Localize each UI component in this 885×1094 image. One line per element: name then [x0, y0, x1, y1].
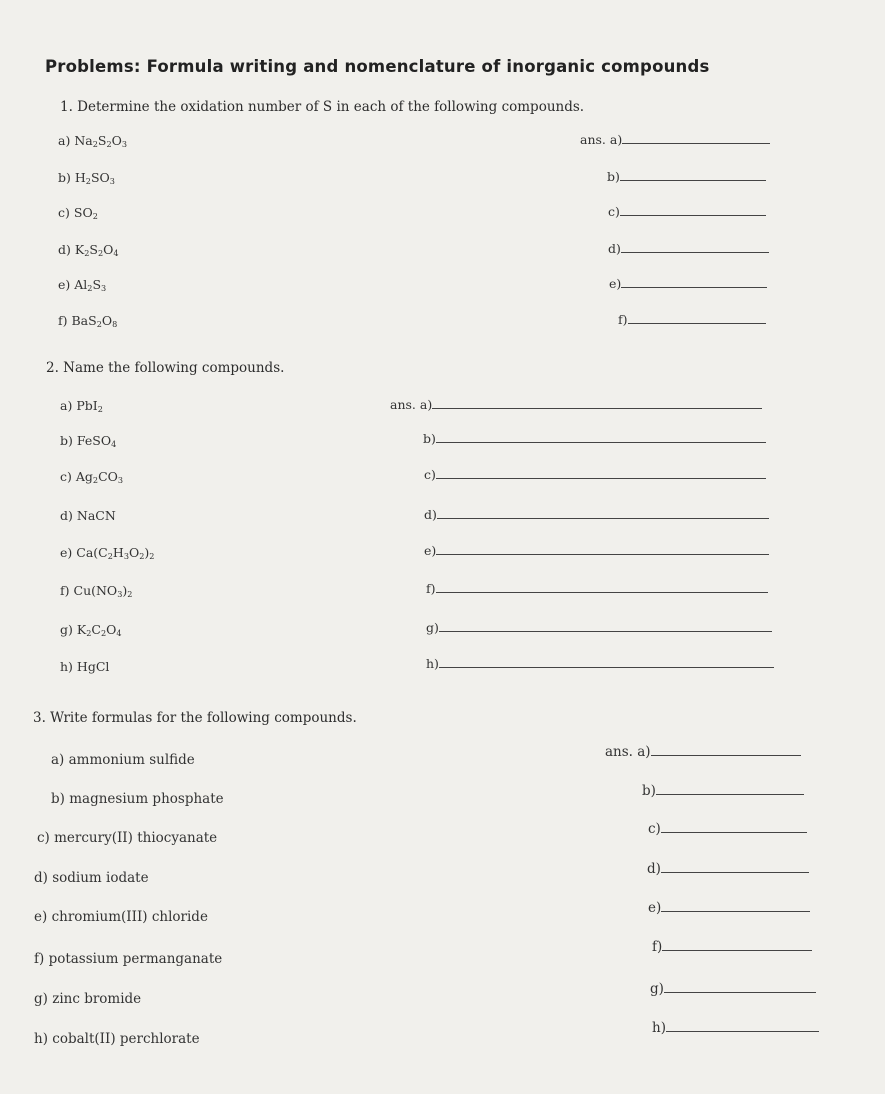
q3-item-d	[34, 870, 149, 886]
q3-answer-g	[650, 980, 816, 997]
answer-blank[interactable]	[662, 938, 812, 951]
answer-blank[interactable]	[621, 240, 769, 253]
answer-label: d)	[608, 241, 621, 256]
q2-item-h	[60, 659, 109, 674]
q3-compound-name: cobalt(II) perchlorate	[52, 1031, 200, 1047]
answer-blank[interactable]	[628, 311, 766, 324]
answer-label: h)	[426, 656, 439, 671]
q1-formula: $H_2SO_3$	[74, 170, 115, 187]
answer-label: e)	[424, 543, 437, 558]
answer-blank[interactable]	[436, 542, 769, 555]
question-1-prompt: 1. Determine the oxidation number of S in each of the following compounds.	[60, 99, 585, 115]
q3-compound-name: magnesium phosphate	[69, 791, 224, 807]
answer-blank[interactable]	[620, 168, 766, 181]
q2-formula: FeSO$_4$	[76, 433, 117, 450]
answer-blank[interactable]	[436, 466, 766, 479]
q3-answer-c	[648, 820, 807, 837]
answer-label: d)	[424, 507, 437, 522]
q1-answer-c	[608, 203, 766, 219]
q1-item-e	[58, 277, 106, 292]
question-3-prompt: 3. Write formulas for the following compounds.	[33, 710, 357, 726]
q1-formula: $SO_2$	[73, 205, 98, 222]
q1-item-label: e)	[58, 277, 71, 292]
q3-item-label: b)	[51, 791, 65, 807]
answer-blank[interactable]	[666, 1019, 819, 1032]
q3-answer-h	[652, 1019, 819, 1036]
q1-formula: $K_2S_2O_4$	[74, 242, 119, 259]
answer-blank[interactable]	[439, 619, 772, 632]
answer-blank[interactable]	[439, 655, 774, 668]
q2-formula: $Ag_2CO_3$	[75, 469, 124, 486]
q3-item-c	[37, 830, 217, 846]
question-2-prompt: 2. Name the following compounds.	[46, 360, 285, 376]
q1-item-label: d)	[58, 242, 71, 257]
answer-blank[interactable]	[656, 782, 804, 795]
answer-label: b)	[423, 431, 436, 446]
q2-item-d	[60, 508, 116, 523]
answer-blank[interactable]	[436, 430, 766, 443]
page-title: Problems: Formula writing and nomenclature of inorganic compounds	[45, 57, 710, 76]
answer-blank[interactable]	[664, 980, 816, 993]
q2-item-label: a)	[60, 398, 73, 413]
q3-answer-f	[652, 938, 812, 955]
q2-answer-e	[424, 542, 769, 558]
q2-item-label: b)	[60, 433, 73, 448]
q3-compound-name: zinc bromide	[52, 991, 142, 1007]
q3-item-f	[34, 951, 222, 967]
q3-compound-name: potassium permanganate	[48, 951, 223, 967]
q2-item-label: f)	[60, 583, 70, 598]
q3-item-h	[34, 1031, 200, 1047]
q2-item-f	[60, 583, 132, 598]
answer-label: f)	[652, 939, 663, 955]
q3-item-label: h)	[34, 1031, 48, 1047]
answer-blank[interactable]	[622, 131, 770, 144]
q3-item-label: e)	[34, 909, 48, 925]
answer-blank[interactable]	[621, 275, 767, 288]
q1-answer-e	[609, 275, 767, 291]
q1-item-f	[58, 313, 117, 328]
q3-item-e	[34, 909, 208, 925]
answer-label: f)	[618, 312, 628, 327]
q1-formula: $Na_2S_2O_3$	[74, 133, 128, 150]
q3-item-label: a)	[51, 752, 65, 768]
q1-item-label: f)	[58, 313, 68, 328]
answer-blank[interactable]	[661, 899, 810, 912]
q1-answer-a	[580, 131, 770, 147]
answer-blank[interactable]	[436, 580, 768, 593]
q2-answer-c	[424, 466, 766, 482]
q3-item-g	[34, 991, 141, 1007]
q2-item-label: g)	[60, 622, 73, 637]
answer-label: ans. a)	[580, 132, 623, 147]
q2-formula: NaCN	[76, 508, 116, 523]
q3-compound-name: sodium iodate	[52, 870, 149, 886]
answer-label: g)	[426, 620, 439, 635]
q3-item-label: f)	[34, 951, 45, 967]
answer-blank[interactable]	[620, 203, 766, 216]
q1-item-d	[58, 242, 119, 257]
answer-label: e)	[648, 900, 662, 916]
answer-label: b)	[642, 783, 656, 799]
q3-item-label: c)	[37, 830, 50, 846]
q2-item-label: c)	[60, 469, 72, 484]
answer-label: e)	[609, 276, 622, 291]
q2-item-b	[60, 433, 116, 448]
answer-blank[interactable]	[661, 820, 807, 833]
q3-answer-d	[647, 860, 809, 877]
q2-item-label: h)	[60, 659, 73, 674]
q3-answer-a	[605, 743, 801, 760]
q3-answer-b	[642, 782, 804, 799]
q1-item-label: a)	[58, 133, 71, 148]
answer-blank[interactable]	[651, 743, 801, 756]
answer-label: b)	[607, 169, 620, 184]
q3-item-a	[51, 752, 195, 768]
q1-answer-d	[608, 240, 769, 256]
q2-formula: $K_2C_2O_4$	[76, 622, 122, 639]
q2-answer-f	[426, 580, 768, 596]
answer-label: ans. a)	[390, 397, 433, 412]
q2-formula: HgCl	[76, 659, 110, 674]
q3-compound-name: mercury(II) thiocyanate	[54, 830, 218, 846]
q2-item-c	[60, 469, 123, 484]
q2-answer-d	[424, 506, 769, 522]
q3-item-label: g)	[34, 991, 48, 1007]
answer-label: f)	[426, 581, 436, 596]
q2-formula: $Ca(C_2H_3O_2)_2$	[76, 545, 155, 562]
q2-answer-a	[390, 396, 762, 412]
q3-item-label: d)	[34, 870, 48, 886]
answer-blank[interactable]	[661, 860, 809, 873]
answer-label: d)	[647, 861, 661, 877]
q3-compound-name: chromium(III) chloride	[51, 909, 208, 925]
q1-item-c	[58, 205, 98, 220]
answer-label: c)	[648, 821, 661, 837]
q2-formula: $Cu(NO_3)_2$	[73, 583, 133, 600]
q2-item-e	[60, 545, 154, 560]
q2-answer-h	[426, 655, 774, 671]
q2-item-label: d)	[60, 508, 73, 523]
answer-label: h)	[652, 1020, 666, 1036]
q1-answer-f	[618, 311, 766, 327]
answer-label: g)	[650, 981, 664, 997]
answer-label: ans. a)	[605, 744, 651, 760]
q3-compound-name: ammonium sulfide	[68, 752, 195, 768]
q2-item-label: e)	[60, 545, 73, 560]
q1-item-label: c)	[58, 205, 70, 220]
q2-answer-b	[423, 430, 766, 446]
q1-item-a	[58, 133, 127, 148]
answer-label: c)	[424, 467, 436, 482]
q1-item-label: b)	[58, 170, 71, 185]
q1-formula: $Al_2S_3$	[74, 277, 107, 294]
q2-item-g	[60, 622, 122, 637]
q3-answer-e	[648, 899, 810, 916]
q1-formula: $BaS_2O_8$	[71, 313, 118, 330]
q2-formula: PbI$_2$	[76, 398, 103, 415]
q1-item-b	[58, 170, 115, 185]
q3-item-b	[51, 791, 224, 807]
q2-answer-g	[426, 619, 772, 635]
q2-item-a	[60, 398, 103, 413]
answer-blank[interactable]	[437, 506, 769, 519]
q1-answer-b	[607, 168, 766, 184]
answer-blank[interactable]	[432, 396, 762, 409]
answer-label: c)	[608, 204, 620, 219]
